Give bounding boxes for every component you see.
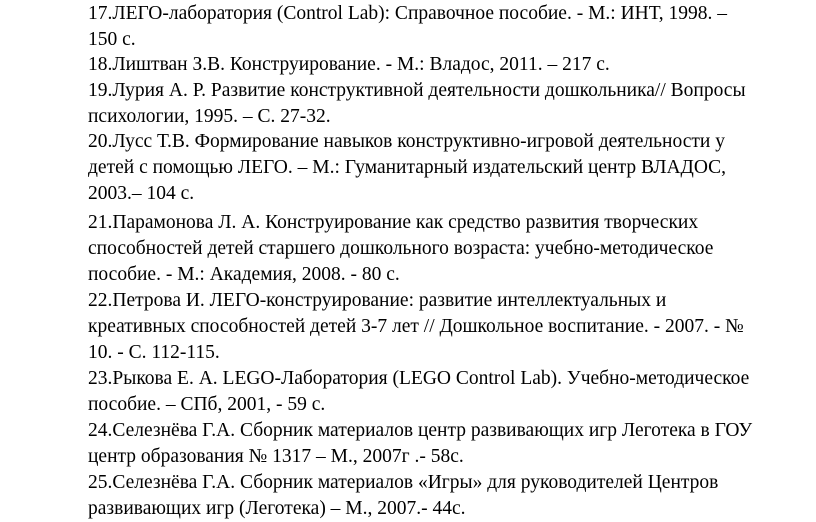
- reference-number: 23.: [88, 368, 113, 389]
- reference-text: Селезнёва Г.А. Сборник материалов «Игры» для руководителей Центров: [112, 472, 719, 493]
- reference-number: 22.: [88, 290, 113, 311]
- reference-line: [88, 288, 778, 314]
- reference-text: ЛЕГО-лаборатория (Control Lab): Справочное пособие. - М.: ИНТ, 1998. –: [112, 3, 727, 24]
- reference-line: 150 с.: [88, 28, 136, 50]
- reference-line: психологии, 1995. – С. 27-32.: [88, 105, 331, 127]
- reference-line: [88, 129, 778, 155]
- reference-line: [88, 210, 778, 236]
- reference-text: Селезнёва Г.А. Сборник материалов центр развивающих игр Леготека в ГОУ: [112, 420, 753, 441]
- reference-item-20: [88, 129, 778, 206]
- reference-item-21: [88, 210, 778, 287]
- reference-item-23: [88, 366, 778, 418]
- reference-line: 2003.– 104 с.: [88, 182, 195, 204]
- reference-line: способностей детей старшего дошкольного возраста: учебно-методическое: [88, 237, 714, 259]
- reference-number: 18.: [88, 54, 113, 75]
- reference-line: [88, 52, 778, 78]
- reference-text: Петрова И. ЛЕГО-конструирование: развитие интеллектуальных и: [112, 290, 667, 311]
- reference-item-18: [88, 52, 778, 78]
- reference-text: Лусс Т.В. Формирование навыков конструктивно-игровой деятельности у: [112, 131, 725, 152]
- reference-item-17: [88, 1, 778, 53]
- reference-line: развивающих игр (Леготека) – М., 2007.- 44с.: [88, 497, 466, 519]
- reference-text: Лурия А. Р. Развитие конструктивной деятельности дошкольника// Вопросы: [112, 80, 746, 101]
- reference-line: центр образования № 1317 – М., 2007г .- 58с.: [88, 445, 464, 467]
- reference-item-25: [88, 470, 778, 522]
- reference-item-19: [88, 78, 778, 130]
- reference-line: [88, 470, 778, 496]
- reference-line: креативных способностей детей 3-7 лет // Дошкольное воспитание. - 2007. - №: [88, 315, 744, 337]
- reference-line: [88, 78, 778, 104]
- reference-line: [88, 366, 778, 392]
- reference-line: детей с помощью ЛЕГО. – М.: Гуманитарный издательский центр ВЛАДОС,: [88, 156, 727, 178]
- reference-item-24: [88, 418, 778, 470]
- reference-number: 19.: [88, 80, 113, 101]
- reference-text: Лиштван З.В. Конструирование. - М.: Владос, 2011. – 217 с.: [112, 54, 610, 75]
- reference-line: [88, 1, 778, 27]
- reference-number: 17.: [88, 3, 113, 24]
- reference-line: 10. - С. 112-115.: [88, 341, 220, 363]
- reference-number: 24.: [88, 420, 113, 441]
- reference-item-22: [88, 288, 778, 365]
- reference-number: 25.: [88, 472, 113, 493]
- reference-line: пособие. - М.: Академия, 2008. - 80 с.: [88, 263, 400, 285]
- reference-number: 21.: [88, 212, 113, 233]
- reference-line: пособие. – СПб, 2001, - 59 с.: [88, 393, 326, 415]
- reference-text: Парамонова Л. А. Конструирование как средство развития творческих: [112, 212, 699, 233]
- reference-text: Рыкова Е. А. LEGO-Лаборатория (LEGO Control Lab). Учебно-методическое: [112, 368, 750, 389]
- reference-line: [88, 418, 778, 444]
- reference-number: 20.: [88, 131, 113, 152]
